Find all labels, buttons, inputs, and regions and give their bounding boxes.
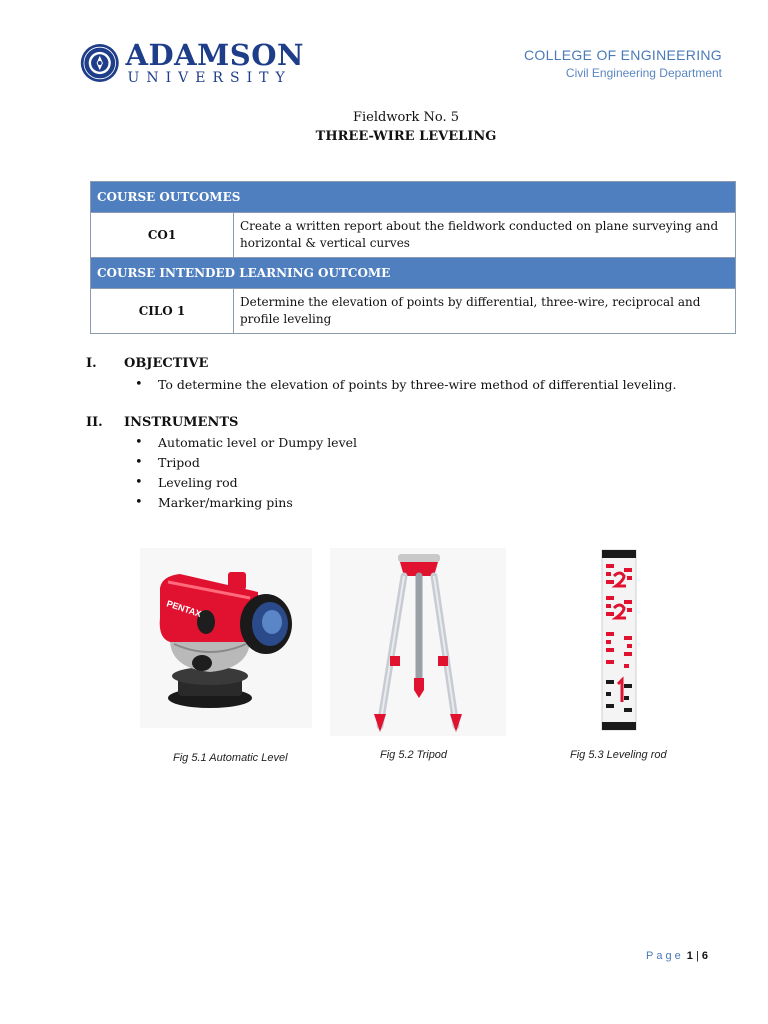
university-seal-icon bbox=[80, 38, 120, 88]
fieldwork-title: THREE-WIRE LEVELING bbox=[315, 129, 497, 144]
co-text: Create a written report about the fieldwork conducted on plane surveying and horizontal & vertical curves bbox=[234, 213, 736, 258]
list-item: • Tripod bbox=[130, 453, 357, 473]
section-title: OBJECTIVE bbox=[124, 356, 209, 371]
logo-sub: UNIVERSITY bbox=[127, 70, 292, 86]
automatic-level-icon bbox=[140, 548, 312, 728]
cilo-text: Determine the elevation of points by differential, three-wire, reciprocal and profile leveling bbox=[234, 289, 736, 334]
logo-name: ADAMSON bbox=[125, 38, 304, 72]
objective-list bbox=[130, 375, 677, 395]
list-item: • Marker/marking pins bbox=[130, 493, 357, 513]
list-item: • To determine the elevation of points by three-wire method of differential leveling. bbox=[130, 375, 677, 395]
section-number: II. bbox=[86, 415, 103, 430]
instruments-list bbox=[130, 433, 357, 513]
page-total: 6 bbox=[701, 950, 708, 962]
tripod-icon bbox=[330, 548, 506, 736]
figure-caption: Fig 5.1 Automatic Level bbox=[173, 752, 288, 764]
department-name: Civil Engineering Department bbox=[565, 66, 722, 80]
objective-heading bbox=[86, 356, 208, 371]
instruments-heading bbox=[86, 415, 238, 430]
page-number: 1 bbox=[686, 950, 693, 962]
page-separator: | bbox=[695, 950, 699, 962]
outcomes-table bbox=[90, 181, 736, 334]
section-number: I. bbox=[86, 356, 97, 371]
table-header-row bbox=[91, 182, 736, 213]
brand-label: PENTAX bbox=[165, 598, 203, 619]
college-name: COLLEGE OF ENGINEERING bbox=[524, 47, 722, 63]
fieldwork-number: Fieldwork No. 5 bbox=[352, 110, 460, 125]
table-header-row bbox=[91, 258, 736, 289]
course-outcomes-header: COURSE OUTCOMES bbox=[91, 182, 736, 213]
cilo-header: COURSE INTENDED LEARNING OUTCOME bbox=[91, 258, 736, 289]
college-header bbox=[524, 47, 722, 80]
cilo-code: CILO 1 bbox=[91, 289, 234, 334]
figure-caption: Fig 5.2 Tripod bbox=[380, 749, 448, 761]
figure-caption: Fig 5.3 Leveling rod bbox=[570, 749, 667, 761]
university-logo bbox=[80, 38, 304, 88]
list-item: • Leveling rod bbox=[130, 473, 357, 493]
table-row bbox=[91, 213, 736, 258]
co-code: CO1 bbox=[91, 213, 234, 258]
section-title: INSTRUMENTS bbox=[124, 415, 239, 430]
page-label: Page bbox=[646, 950, 684, 962]
list-item: • Automatic level or Dumpy level bbox=[130, 433, 357, 453]
leveling-rod-icon bbox=[596, 548, 642, 734]
page-footer bbox=[646, 950, 708, 962]
table-row bbox=[91, 289, 736, 334]
